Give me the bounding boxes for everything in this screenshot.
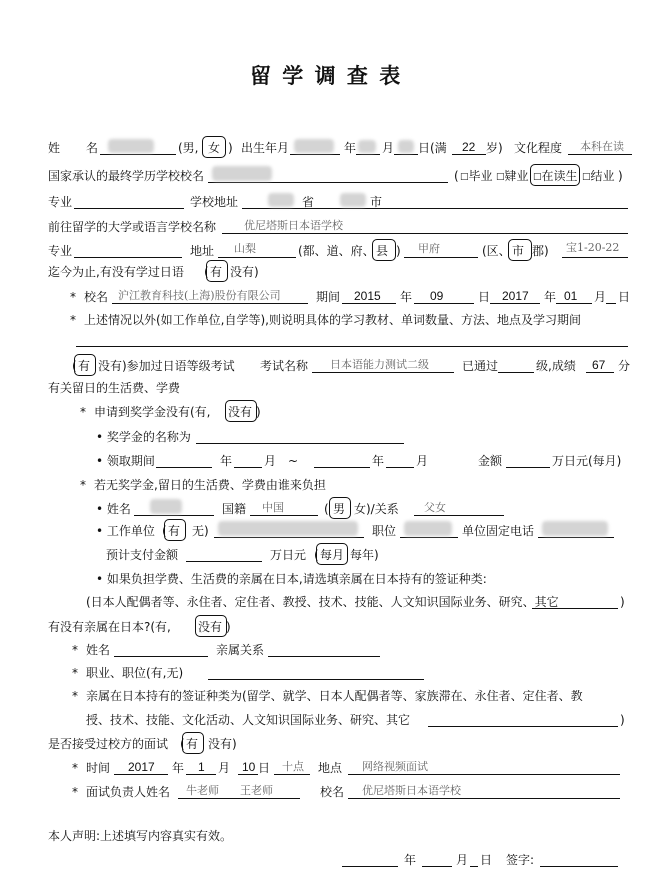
label-day-2: 日	[478, 290, 491, 304]
label-relative-name: 姓名	[86, 643, 111, 657]
label-year-2: 年	[400, 290, 413, 304]
end-month-value: 01	[564, 289, 578, 303]
redacted-province	[268, 193, 294, 207]
label-period: 期间	[316, 290, 341, 304]
label-address: 地址	[190, 244, 215, 258]
birth-month-field[interactable]	[356, 154, 380, 155]
label-interview-time: 时间	[86, 761, 111, 775]
label-position: 职位	[372, 524, 397, 538]
interviewer-value-1: 牛老师	[186, 784, 219, 797]
bullet-star-9: *	[72, 785, 78, 799]
label-sign-day: 日	[480, 853, 493, 867]
page-title: 留 学 调 查 表	[250, 64, 403, 88]
label-amount-unit: 万日元(每月)	[552, 454, 622, 468]
nationality-value: 中国	[262, 501, 284, 514]
major-field[interactable]	[74, 208, 184, 209]
start-month-value: 09	[430, 289, 444, 303]
option-shi[interactable]: 市	[512, 244, 525, 258]
city-field[interactable]	[404, 257, 478, 258]
option-interview-no[interactable]: 没有)	[208, 737, 237, 751]
option-yearly[interactable]: 每年)	[350, 548, 379, 562]
label-payment-amount: 预计支付金额	[106, 548, 179, 562]
gender-female[interactable]: 女	[208, 141, 221, 155]
redacted-city	[340, 193, 366, 207]
label-month: 月	[382, 141, 395, 155]
interview-year-value: 2017	[128, 760, 155, 774]
label-place: 地点	[318, 761, 343, 775]
label-sponsor-name: • 姓名	[96, 502, 131, 516]
label-exam-name: 考试名称	[260, 359, 309, 373]
studied-yes-circle	[206, 260, 228, 282]
label-close: )	[228, 141, 233, 155]
major-2-field[interactable]	[74, 257, 182, 258]
label-paren-open-4: (	[324, 502, 329, 516]
label-birth: 出生年月	[241, 141, 290, 155]
label-relatives-in-japan: 有没有亲属在日本?(有,	[48, 620, 171, 634]
label-major: 专业	[48, 195, 73, 209]
interview-day-value: 10	[242, 760, 256, 774]
label-relative-visa-cont: 授、技术、技能、文化活动、人文知识国际业务、研究、其它	[86, 713, 411, 727]
label-education: 文化程度	[514, 141, 563, 155]
receive-start-year-field[interactable]	[156, 467, 212, 468]
sign-year-field[interactable]	[342, 866, 398, 867]
study-school-value: 沪江教育科技(上海)股份有限公司	[118, 289, 281, 302]
interview-yes-circle	[182, 732, 204, 754]
label-signature: 签字:	[506, 853, 535, 867]
start-year-value: 2015	[354, 289, 381, 303]
receive-end-month-field[interactable]	[386, 467, 414, 468]
label-relative-visa-note: • 如果负担学费、生活费的亲属在日本,请选填亲属在日本持有的签证种类:	[96, 572, 487, 586]
start-month-field[interactable]	[414, 303, 474, 304]
relative-visa-other-field[interactable]	[428, 726, 618, 727]
street-value: 宝1-20-22	[566, 241, 620, 254]
label-close-5: )	[226, 620, 231, 634]
label-day-3: 日	[618, 290, 631, 304]
label-close-3: )	[256, 405, 261, 419]
label-studied-japanese: 迄今为止,有没有学过日语	[48, 265, 184, 279]
bullet-star-5: *	[72, 643, 78, 657]
male-circle	[329, 497, 351, 519]
name-field[interactable]	[100, 154, 176, 155]
signature-field[interactable]	[540, 866, 618, 867]
passed-level-field[interactable]	[498, 372, 534, 373]
label-major-2: 专业	[48, 244, 73, 258]
option-studied-no[interactable]: 没有)	[230, 265, 259, 279]
amount-field[interactable]	[506, 467, 550, 468]
bullet-star-7: *	[72, 689, 78, 703]
label-interviewer: 面试负责人姓名	[86, 785, 171, 799]
score-value: 67	[592, 358, 606, 372]
option-exam-yes[interactable]: 有	[78, 359, 91, 373]
label-paren-open-2: (	[204, 265, 209, 279]
option-employer-yes[interactable]: 有	[168, 524, 181, 538]
checkbox-graduated[interactable]: □毕业	[460, 169, 493, 183]
checkbox-enrolled[interactable]: □在读生	[533, 169, 578, 183]
exam-yes-circle	[74, 354, 96, 376]
occupation-field[interactable]	[208, 679, 424, 680]
bullet-star: *	[70, 290, 76, 304]
birth-day-field[interactable]	[394, 154, 418, 155]
label-occupation: 职业、职位(有,无)	[86, 666, 184, 680]
age-value: 22	[462, 140, 476, 154]
monthly-circle	[316, 543, 348, 565]
shi-circle	[508, 239, 532, 261]
interview-hour-value: 十点	[282, 760, 304, 773]
prefecture-field[interactable]	[218, 257, 296, 258]
interview-school-value: 优尼塔斯日本语学校	[362, 784, 461, 797]
birth-year-field[interactable]	[290, 154, 340, 155]
label-employer: • 工作单位	[96, 524, 155, 538]
label-gender: (男,	[178, 141, 199, 155]
label-sign-year: 年	[404, 853, 417, 867]
label-month-3: 月	[264, 454, 277, 468]
end-day-field[interactable]	[606, 303, 616, 304]
label-tilde: ~	[288, 454, 299, 468]
sign-month-field[interactable]	[422, 866, 452, 867]
scholarship-no-circle	[225, 400, 257, 422]
label-points: 分	[618, 359, 631, 373]
redacted-sponsor-name	[150, 499, 182, 514]
employer-field[interactable]	[214, 537, 364, 538]
label-year-3: 年	[544, 290, 557, 304]
label-passed: 已通过	[462, 359, 499, 373]
end-year-value: 2017	[502, 289, 529, 303]
label-close-2: )	[396, 244, 401, 258]
label-interview-school: 校名	[320, 785, 345, 799]
option-employer-no[interactable]: 无)	[192, 524, 209, 538]
label-month-4: 月	[416, 454, 429, 468]
education-value: 本科在读	[580, 140, 624, 153]
label-scholarship: 申请到奖学金没有(有,	[94, 405, 211, 419]
label-cost-bearer: 若无奖学金,留日的生活费、学费由谁来负担	[94, 478, 326, 492]
label-receiving-period: • 领取期间	[96, 454, 155, 468]
enrolled-circle	[530, 164, 580, 186]
label-nationality: 国籍	[222, 502, 247, 516]
option-relatives-no[interactable]: 没有	[198, 620, 223, 634]
interviewer-value-2: 王老师	[240, 784, 273, 797]
option-male[interactable]: 男	[333, 502, 346, 516]
relation-value: 父女	[424, 501, 446, 514]
label-year-6: 年	[172, 761, 185, 775]
visa-other-field[interactable]	[532, 608, 618, 609]
label-paren-open-7: (	[180, 737, 185, 751]
redacted-name	[108, 139, 154, 153]
gender-female-circle	[202, 136, 226, 158]
other-study-field[interactable]	[76, 346, 628, 347]
checkbox-dropout[interactable]: □肄业	[496, 169, 529, 183]
label-relative-visa: 亲属在日本持有的签证种类为(留学、就学、日本人配偶者等、家族滞在、永住者、定住者、教	[86, 689, 583, 703]
interview-place-value: 网络视频面试	[362, 760, 428, 773]
label-paren-open-6: (	[314, 548, 319, 562]
label-exam-taken: 没有)参加过日语等级考试	[98, 359, 235, 373]
payment-amount-field[interactable]	[186, 561, 262, 562]
label-province: 省	[302, 195, 315, 209]
relationship-field[interactable]	[268, 656, 380, 657]
bullet-star-6: *	[72, 666, 78, 680]
label-ward: (区、	[482, 244, 511, 258]
relatives-no-circle	[195, 615, 227, 637]
exam-name-value: 日本语能力测试二级	[330, 358, 429, 371]
label-paren-close: )	[618, 169, 623, 183]
label-year: 年	[344, 141, 357, 155]
bullet-star-2: *	[70, 313, 76, 327]
option-ken[interactable]: 县	[376, 244, 389, 258]
final-school-field[interactable]	[208, 182, 448, 183]
label-county: 郡)	[532, 244, 549, 258]
scholarship-name-field[interactable]	[196, 443, 404, 444]
destination-school-value: 优尼塔斯日本语学校	[244, 219, 343, 232]
street-field[interactable]	[562, 257, 628, 258]
city-value: 甲府	[418, 242, 440, 255]
declaration: 本人声明:上述填写内容真实有效。	[48, 829, 233, 843]
label-school-address: 学校地址	[190, 195, 239, 209]
receive-end-year-field[interactable]	[314, 467, 370, 468]
redacted-birth-day	[398, 140, 414, 153]
checkbox-completed[interactable]: □结业	[582, 169, 615, 183]
label-relation: 女)/关系	[354, 502, 399, 516]
interview-month-value: 1	[198, 760, 205, 774]
redacted-employer	[218, 521, 358, 536]
label-destination-school: 前往留学的大学或语言学校名称	[48, 220, 217, 234]
redacted-birth-year	[294, 139, 334, 153]
option-monthly[interactable]: 每月	[320, 548, 345, 562]
label-month-2: 月	[594, 290, 607, 304]
label-final-school: 国家承认的最终学历学校校名	[48, 169, 205, 183]
school-address-field[interactable]	[242, 208, 628, 209]
label-year-5: 年	[372, 454, 385, 468]
ken-circle	[372, 239, 396, 261]
employer-yes-circle	[164, 519, 186, 541]
bullet-star-4: *	[80, 478, 86, 492]
bullet-star-3: *	[80, 405, 86, 419]
label-school-name: 校名	[84, 290, 109, 304]
label-day-4: 日	[258, 761, 271, 775]
label-year-4: 年	[220, 454, 233, 468]
label-close-6: )	[620, 713, 625, 727]
label-name-2: 名	[86, 141, 99, 155]
label-sign-month: 月	[456, 853, 469, 867]
receive-start-month-field[interactable]	[234, 467, 262, 468]
label-interview: 是否接受过校方的面试	[48, 737, 169, 751]
label-level-score: 级,成绩	[536, 359, 576, 373]
label-name-1: 姓	[48, 141, 61, 155]
label-paren-open-3: (	[72, 359, 77, 373]
option-scholarship-no[interactable]: 没有	[228, 405, 253, 419]
label-paren-open: (	[454, 169, 459, 183]
option-interview-yes[interactable]: 有	[186, 737, 199, 751]
label-relationship: 亲属关系	[216, 643, 265, 657]
redacted-office-phone	[542, 521, 608, 536]
label-amount: 金额	[478, 454, 503, 468]
label-visa-types: (日本人配偶者等、永住者、定住者、教授、技术、技能、人文知识国际业务、研究、其它	[86, 595, 559, 609]
bullet-star-8: *	[72, 761, 78, 775]
label-paren-open-5: (	[162, 524, 167, 538]
label-scholarship-name: • 奖学金的名称为	[96, 430, 191, 444]
option-studied-yes[interactable]: 有	[210, 265, 223, 279]
label-day-age: 日(满	[418, 141, 447, 155]
sign-day-field[interactable]	[470, 866, 478, 867]
prefecture-value: 山梨	[234, 242, 256, 255]
position-field[interactable]	[400, 537, 458, 538]
redacted-birth-month	[358, 140, 376, 153]
label-city: 市	[370, 195, 383, 209]
section-living-costs: 有关留日的生活费、学费	[48, 381, 181, 395]
label-payment-unit: 万日元	[270, 548, 307, 562]
label-close-4: )	[620, 595, 625, 609]
sponsor-name-field[interactable]	[134, 515, 214, 516]
relative-name-field[interactable]	[114, 656, 208, 657]
label-prefecture-types: (都、道、府、	[298, 244, 375, 258]
label-other-study: 上述情况以外(如工作单位,自学等),则说明具体的学习教材、单词数量、方法、地点及学习期间	[84, 313, 581, 327]
label-office-phone: 单位固定电话	[462, 524, 535, 538]
redacted-position	[404, 521, 452, 536]
office-phone-field[interactable]	[538, 537, 614, 538]
label-age-unit: 岁)	[486, 141, 503, 155]
label-month-5: 月	[218, 761, 231, 775]
nationality-field[interactable]	[250, 515, 318, 516]
redacted-final-school	[212, 166, 272, 181]
